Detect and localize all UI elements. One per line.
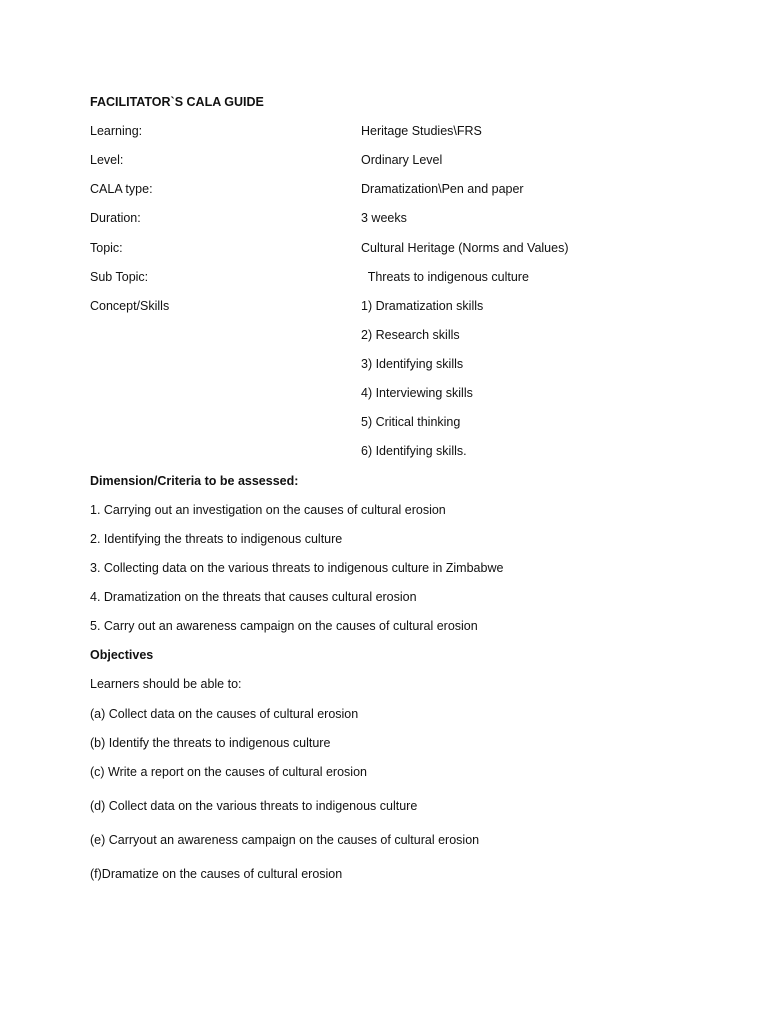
skill-item: 1) Dramatization skills <box>361 299 484 313</box>
info-label-cala-type: CALA type: <box>90 182 153 196</box>
info-label-level: Level: <box>90 153 124 167</box>
info-value-cala-type: Dramatization\Pen and paper <box>361 182 524 196</box>
objectives-intro: Learners should be able to: <box>90 677 242 691</box>
info-label-topic: Topic: <box>90 241 123 255</box>
objective-item: (f)Dramatize on the causes of cultural erosion <box>90 867 343 881</box>
criteria-item: 5. Carry out an awareness campaign on the causes of cultural erosion <box>90 619 478 633</box>
info-value-level: Ordinary Level <box>361 153 443 167</box>
info-label-learning: Learning: <box>90 124 143 138</box>
criteria-item: 1. Carrying out an investigation on the causes of cultural erosion <box>90 503 446 517</box>
skill-item: 3) Identifying skills <box>361 357 464 371</box>
objective-item: (d) Collect data on the various threats to indigenous culture <box>90 799 418 813</box>
criteria-heading: Dimension/Criteria to be assessed: <box>90 474 299 488</box>
skill-item: 5) Critical thinking <box>361 415 461 429</box>
criteria-item: 3. Collecting data on the various threats to indigenous culture in Zimbabwe <box>90 561 504 575</box>
objective-item: (b) Identify the threats to indigenous culture <box>90 736 331 750</box>
skill-item: 4) Interviewing skills <box>361 386 473 400</box>
info-value-duration: 3 weeks <box>361 211 407 225</box>
info-label-sub-topic: Sub Topic: <box>90 270 149 284</box>
objectives-heading: Objectives <box>90 648 154 662</box>
criteria-item: 2. Identifying the threats to indigenous culture <box>90 532 343 546</box>
objective-item: (e) Carryout an awareness campaign on the causes of cultural erosion <box>90 833 480 847</box>
info-label-duration: Duration: <box>90 211 141 225</box>
skill-item: 6) Identifying skills. <box>361 444 467 458</box>
info-value-topic: Cultural Heritage (Norms and Values) <box>361 241 569 255</box>
criteria-item: 4. Dramatization on the threats that causes cultural erosion <box>90 590 417 604</box>
info-value-sub-topic: Threats to indigenous culture <box>361 270 529 284</box>
document-title: FACILITATOR`S CALA GUIDE <box>90 95 264 109</box>
objective-item: (a) Collect data on the causes of cultural erosion <box>90 707 359 721</box>
skill-item: 2) Research skills <box>361 328 460 342</box>
info-value-learning: Heritage Studies\FRS <box>361 124 482 138</box>
info-label-concept-skills: Concept/Skills <box>90 299 170 313</box>
objective-item: (c) Write a report on the causes of cultural erosion <box>90 765 367 779</box>
